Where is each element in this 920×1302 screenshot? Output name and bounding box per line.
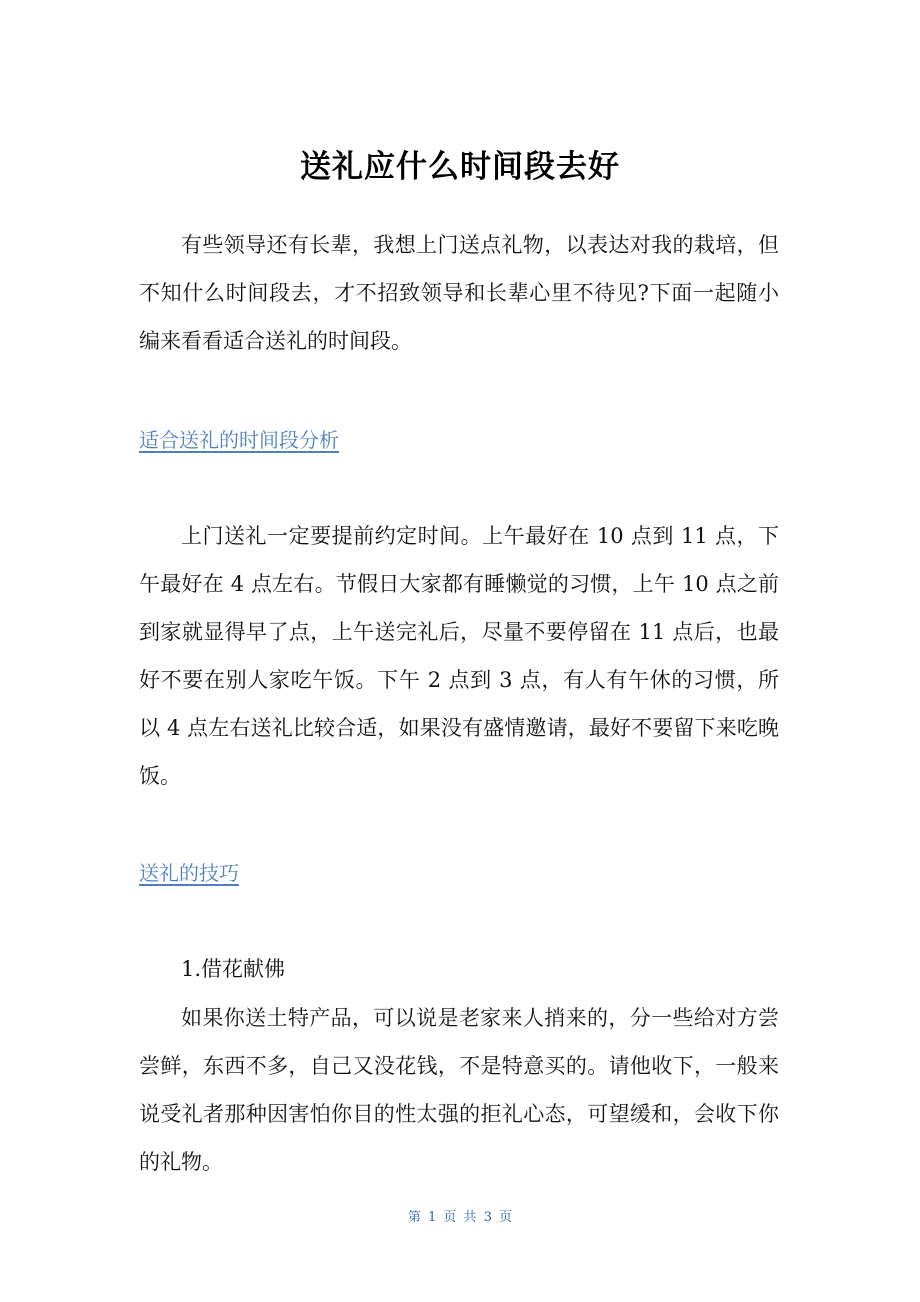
document-title: 送礼应什么时间段去好: [300, 149, 620, 185]
page-indicator: 第 1 页 共 3 页: [407, 1210, 513, 1225]
section-heading-time-analysis[interactable]: 适合送礼的时间段分析: [139, 428, 339, 452]
tip-1-title: 1.借花献佛: [181, 957, 286, 981]
section-heading-gift-tips[interactable]: 送礼的技巧: [139, 861, 239, 885]
intro-paragraph: 有些领导还有长辈，我想上门送点礼物，以表达对我的栽培，但不知什么时间段去，才不招致领导和长辈心里不待见?下面一起随小编来看看适合送礼的时间段。: [139, 233, 779, 353]
tip-1-paragraph: 如果你送土特产品，可以说是老家来人捎来的，分一些给对方尝尝鲜，东西不多，自己又没花钱，不是特意买的。请他收下，一般来说受礼者那种因害怕你目的性太强的拒礼心态，可望缓和，会收下你的礼物。: [139, 1006, 779, 1174]
time-analysis-paragraph: 上门送礼一定要提前约定时间。上午最好在 10 点到 11 点，下午最好在 4 点左右。节假日大家都有睡懒觉的习惯，上午 10 点之前到家就显得早了点，上午送完礼后，尽量不要停留在 11 点后，也最好不要在别人家吃午饭。下午 2 点到 3 点，有人有午休的习惯，所以 4 点左右送礼比较合适，如果没有盛情邀请，最好不要留下来吃晚饭。: [139, 524, 779, 788]
